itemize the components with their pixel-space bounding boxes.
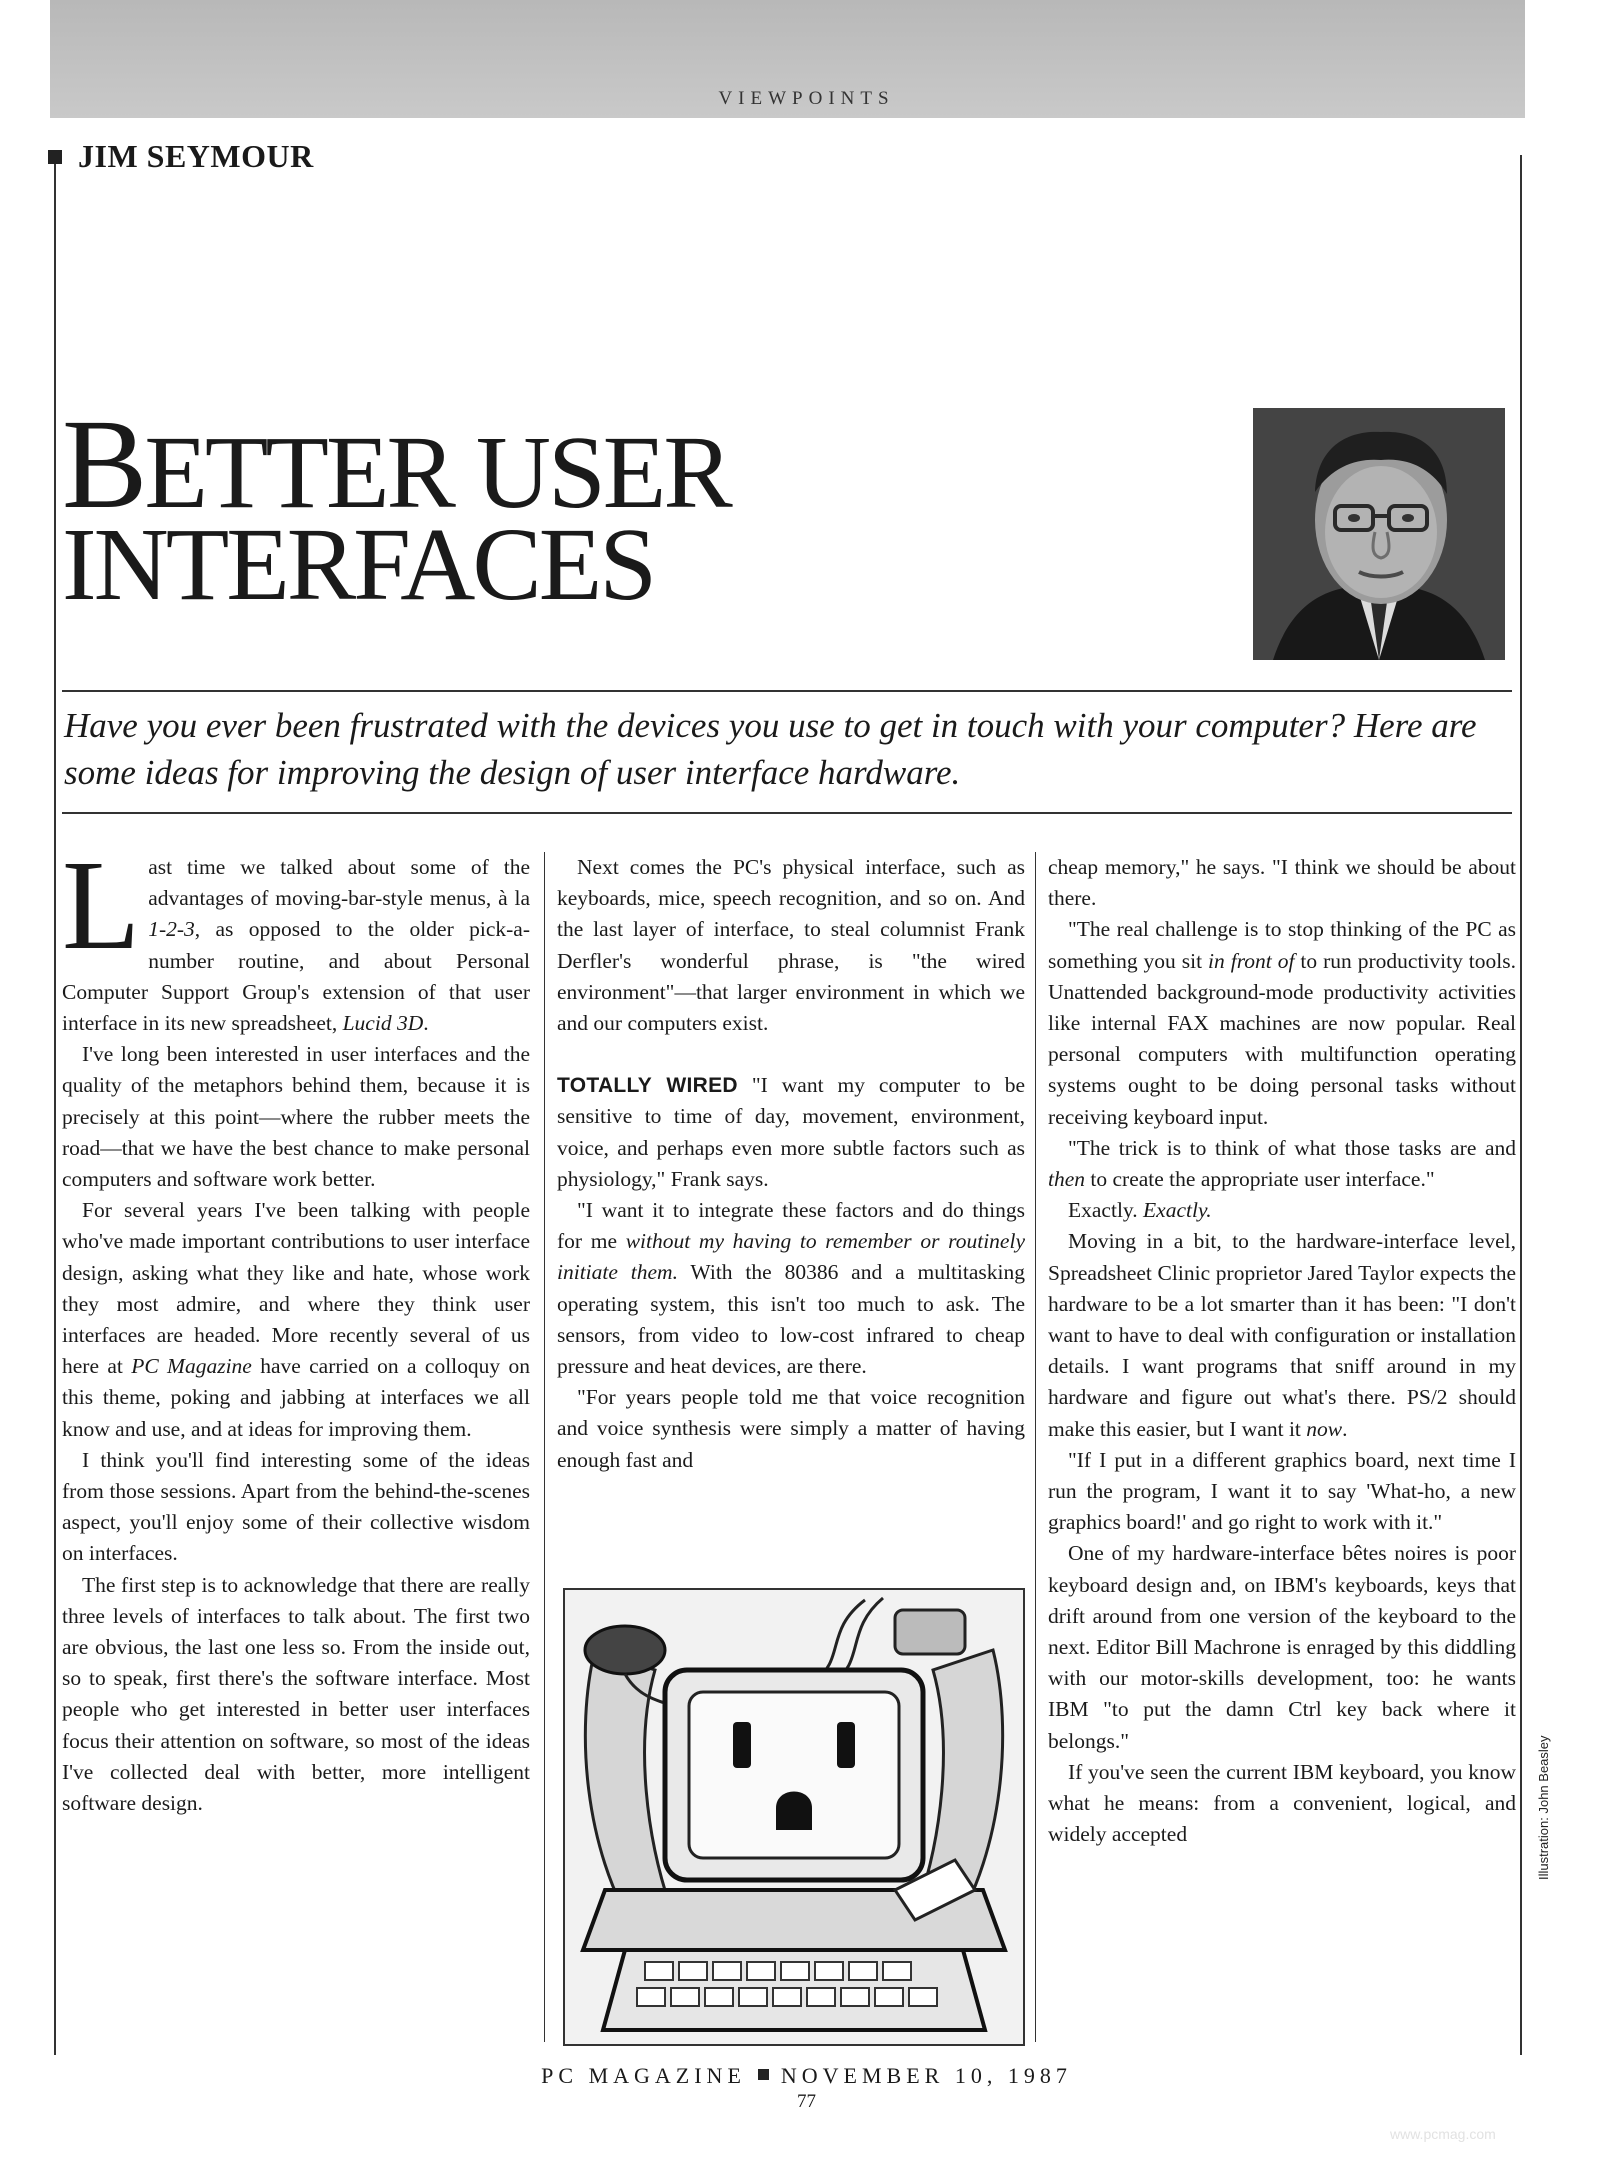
- subhead: TOTALLY WIRED: [557, 1074, 738, 1098]
- drop-cap: L: [62, 852, 141, 976]
- body-paragraph: "The real challenge is to stop thinking of the PC as something you sit in front of to run productivity tools. Unattended background-mode productivity activities like internal FAX machines are now popular. Real personal computers with multifunction operating systems ought to be doing personal tasks without receiving keyboard input.: [1048, 917, 1516, 1129]
- column-rule-2: [1035, 852, 1036, 2042]
- body-paragraph: I think you'll find interesting some of the ideas from those sessions. Apart from the behind-the-scenes aspect, you'll enjoy some of their collective wisdom on interfaces.: [62, 1447, 530, 1566]
- frame-rule-right: [1520, 155, 1522, 2055]
- author-line: [48, 138, 314, 175]
- bullet-square-icon: [758, 2069, 769, 2080]
- illustration-graphic: [565, 1590, 1023, 2044]
- body-paragraph: "If I put in a different graphics board, next time I run the program, I want it to say 'What-ho, a new graphics board!' and go right to work with it.": [1048, 1447, 1516, 1535]
- title-initial-cap: B: [62, 393, 145, 535]
- title-line-1: [62, 393, 730, 535]
- watermark: www.pcmag.com: [1390, 2126, 1496, 2142]
- page-number: 77: [797, 2091, 816, 2112]
- column-rule-1: [544, 852, 545, 2042]
- body-paragraph: Last time we talked about some of the advantages of moving-bar-style menus, à la 1-2-3, as opposed to the older pick-a-number routine, and about Personal Computer Support Group's extension of that user interface in its new spreadsheet, Lucid 3D.: [62, 852, 530, 1036]
- title-line-1-rest: ETTER USER: [144, 415, 730, 530]
- body-column-3: [1048, 852, 1516, 2052]
- footer-magazine: PC MAGAZINE: [541, 2063, 746, 2088]
- body-paragraph: cheap memory," he says. "I think we should be about there.: [1048, 855, 1516, 911]
- bullet-square-icon: [48, 150, 62, 164]
- section-label: VIEWPOINTS: [718, 88, 895, 109]
- deck-rule-top: [62, 690, 1512, 692]
- article-title: [62, 393, 730, 622]
- frame-rule-left: [54, 155, 56, 2055]
- body-paragraph: TOTALLY WIRED "I want my computer to be sensitive to time of day, movement, environment, voice, and perhaps even more subtle factors such as physiology," Frank says.: [557, 1073, 1025, 1191]
- body-paragraph: The first step is to acknowledge that there are really three levels of interfaces to talk about. The first two are obvious, the last one less so. From the inside out, so to speak, first there's the software interface. Most people who get interested in better user interfaces focus their attention on software, so most of the ideas I've collected deal with better, more intelligent software design.: [62, 1572, 530, 1816]
- body-paragraph: "I want it to integrate these factors and do things for me without my having to remember or routinely initiate them. With the 80386 and a multitasking operating system, this isn't too much to ask. The sensors, from video to low-cost infrared to cheap pressure and heat devices, are there.: [557, 1198, 1025, 1379]
- body-column-1: [62, 852, 530, 2052]
- illustration-credit: Illustration: John Beasley: [1536, 1735, 1551, 1880]
- body-paragraph: One of my hardware-interface bêtes noires is poor keyboard design and, on IBM's keyboards, keys that drift around from one version of the keyboard to the next. Editor Bill Machrone is enraged by this diddling with our motor-skills development, too: he wants IBM "to put the damn Ctrl key back where it belongs.": [1048, 1541, 1516, 1753]
- body-paragraph: "For years people told me that voice recognition and voice synthesis were simply a matter of having enough fast and: [557, 1385, 1025, 1472]
- deck-rule-bottom: [62, 812, 1512, 814]
- author-portrait-icon: [1253, 408, 1505, 660]
- footer-date: NOVEMBER 10, 1987: [780, 2063, 1072, 2088]
- computer-outlet-face-illustration-icon: [563, 1588, 1025, 2046]
- body-paragraph: For several years I've been talking with people who've made important contributions to user interface design, asking what they like and hate, whose work they most admire, and where they think user interfaces are headed. More recently several of us here at PC Magazine have carried on a colloquy on this theme, poking and jabbing at interfaces we all know and use, and at ideas for improving them.: [62, 1198, 530, 1441]
- body-paragraph: Moving in a bit, to the hardware-interface level, Spreadsheet Clinic proprietor Jared Taylor expects the hardware to be a lot smarter than it has been: "I don't want to have to deal with configuration or installation details. I want programs that sniff around in my hardware and figure out what's there. PS/2 should make this easier, but I want it now.: [1048, 1229, 1516, 1441]
- title-line-2: INTERFACES: [62, 507, 655, 622]
- body-paragraph: "The trick is to think of what those tasks are and then to create the appropriate user interface.": [1048, 1135, 1516, 1192]
- body-paragraph: Exactly. Exactly.: [1068, 1198, 1212, 1223]
- author-name: JIM SEYMOUR: [78, 138, 314, 174]
- body-paragraph: Next comes the PC's physical interface, such as keyboards, mice, speech recognition, and so on. And the last layer of interface, to steal columnist Frank Derfler's wonderful phrase, is "the wired environment"—that larger environment in which we and our computers exist.: [557, 855, 1025, 1036]
- body-paragraph: I've long been interested in user interfaces and the quality of the metaphors behind them, because it is precisely at this point—where the rubber meets the road—that we have the best chance to make personal computers and software work better.: [62, 1042, 530, 1192]
- body-paragraph: If you've seen the current IBM keyboard, you know what he means: from a convenient, logical, and widely accepted: [1048, 1759, 1516, 1847]
- page-footer: [0, 2063, 1613, 2089]
- portrait-graphic: [1253, 408, 1505, 660]
- article-deck: Have you ever been frustrated with the devices you use to get in touch with your computer? Here are some ideas for improving the design of user interface hardware.: [64, 706, 1477, 792]
